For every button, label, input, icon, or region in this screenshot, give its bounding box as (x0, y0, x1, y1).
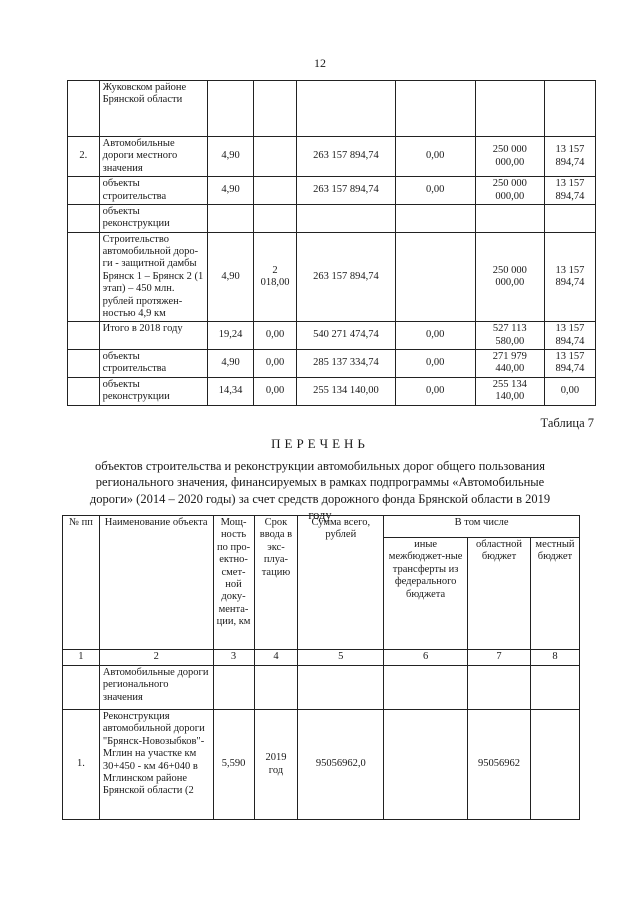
column-number: 7 (468, 650, 531, 666)
cell-federal (395, 232, 475, 322)
continued-table (67, 80, 596, 406)
table-row (63, 710, 580, 820)
cell-total (297, 204, 396, 232)
column-number: 4 (254, 650, 298, 666)
section-row (63, 666, 580, 710)
cell-federal: 0,00 (395, 377, 475, 405)
table-row (68, 377, 596, 405)
cell-term (254, 177, 297, 205)
cell-local: 13 157 894,74 (544, 350, 595, 378)
cell-term (254, 81, 297, 137)
document-subtitle: объектов строительства и реконструкции автомобильных дорог общего пользования регионального значения, финансируемых в рамках подпрограммы «Автомобильные дороги» (2014 – 2020 годы) за счет средств дорожного фонда Брянской области в 2019 году (89, 459, 551, 522)
column-number: 8 (530, 650, 579, 666)
cell-federal: 0,00 (395, 350, 475, 378)
cell-total: 263 157 894,74 (297, 137, 396, 177)
cell-name: Строительство автомобильной доро-ги - защитной дамбы Брянск 1 – Брянск 2 (1 этап) – 450 млн. рублей протяжен-ностью 4,9 км (99, 232, 207, 322)
cell-name: Автомобильные дороги местного значения (99, 137, 207, 177)
cell-capacity (208, 204, 254, 232)
cell-total: 255 134 140,00 (297, 377, 396, 405)
cell-capacity: 4,90 (208, 232, 254, 322)
cell-name: Реконструкция автомобильной дороги "Брянск-Новозыбков"-Мглин на участке км 30+450 - км 46+040 в Мглинском районе Брянской области (2 (99, 710, 213, 820)
cell-num: 2. (68, 137, 100, 177)
cell-local: 13 157 894,74 (544, 322, 595, 350)
cell-term (254, 137, 297, 177)
cell-capacity: 4,90 (208, 137, 254, 177)
cell-term: 0,00 (254, 350, 297, 378)
section-label: Автомобильные дороги регионального значения (99, 666, 213, 710)
cell-local (544, 204, 595, 232)
cell-total (297, 81, 396, 137)
header-name: Наименование объекта (99, 516, 213, 650)
cell-local: 0,00 (544, 377, 595, 405)
cell-term: 0,00 (254, 377, 297, 405)
page-number: 12 (314, 56, 326, 70)
document-title: ПЕРЕЧЕНЬ (271, 436, 369, 451)
table-row (68, 137, 596, 177)
cell-name: Жуковском районе Брянской области (99, 81, 207, 137)
cell-total: 95056962,0 (298, 710, 384, 820)
header-local: местный бюджет (530, 538, 579, 650)
cell-num (68, 377, 100, 405)
cell-federal (395, 204, 475, 232)
cell-capacity: 4,90 (208, 350, 254, 378)
cell-federal: 0,00 (395, 137, 475, 177)
header-including: В том числе (384, 516, 580, 538)
cell-total: 263 157 894,74 (297, 232, 396, 322)
cell-capacity: 5,590 (213, 710, 254, 820)
cell-regional: 255 134 140,00 (475, 377, 544, 405)
cell-local: 13 157 894,74 (544, 137, 595, 177)
cell-federal (395, 81, 475, 137)
table-caption: Таблица 7 (540, 416, 594, 430)
cell-capacity: 4,90 (208, 177, 254, 205)
cell-name: Итого в 2018 году (99, 322, 207, 350)
header-term: Срок ввода в экс-плуа-тацию (254, 516, 298, 650)
cell-regional: 271 979 440,00 (475, 350, 544, 378)
cell-capacity: 19,24 (208, 322, 254, 350)
cell-local: 13 157 894,74 (544, 232, 595, 322)
cell-num (68, 232, 100, 322)
cell-term: 2 018,00 (254, 232, 297, 322)
table-row (68, 232, 596, 322)
cell-num (68, 204, 100, 232)
cell-regional: 250 000 000,00 (475, 232, 544, 322)
table-row (68, 81, 596, 137)
table-row (68, 177, 596, 205)
header-num: № пп (63, 516, 100, 650)
column-number: 6 (384, 650, 468, 666)
cell-name: объекты реконструкции (99, 377, 207, 405)
cell-num: 1. (63, 710, 100, 820)
cell-local (544, 81, 595, 137)
cell-total: 540 271 474,74 (297, 322, 396, 350)
cell-regional: 527 113 580,00 (475, 322, 544, 350)
cell-name: объекты строительства (99, 350, 207, 378)
cell-local: 13 157 894,74 (544, 177, 595, 205)
column-number: 1 (63, 650, 100, 666)
cell-capacity (208, 81, 254, 137)
cell-federal: 0,00 (395, 322, 475, 350)
cell-federal (384, 710, 468, 820)
table-row (68, 204, 596, 232)
cell-name: объекты строительства (99, 177, 207, 205)
cell-federal: 0,00 (395, 177, 475, 205)
cell-term: 0,00 (254, 322, 297, 350)
cell-capacity: 14,34 (208, 377, 254, 405)
header-row (63, 516, 580, 538)
table-row (68, 350, 596, 378)
objects-table (62, 515, 580, 820)
cell-num (68, 322, 100, 350)
cell-num (68, 177, 100, 205)
cell-regional: 250 000 000,00 (475, 137, 544, 177)
column-number-row (63, 650, 580, 666)
cell-total: 263 157 894,74 (297, 177, 396, 205)
cell-num (68, 81, 100, 137)
cell-regional: 95056962 (468, 710, 531, 820)
cell-regional (475, 204, 544, 232)
column-number: 2 (99, 650, 213, 666)
table-row (68, 322, 596, 350)
cell-regional: 250 000 000,00 (475, 177, 544, 205)
cell-num (68, 350, 100, 378)
column-number: 3 (213, 650, 254, 666)
cell-term: 2019 год (254, 710, 298, 820)
cell-local (530, 710, 579, 820)
cell-total: 285 137 334,74 (297, 350, 396, 378)
cell-term (254, 204, 297, 232)
column-number: 5 (298, 650, 384, 666)
header-capacity: Мощ-ность по про-ектно-смет-ной доку-мента-ции, км (213, 516, 254, 650)
header-total: Сумма всего, рублей (298, 516, 384, 650)
header-federal: иные межбюджет-ные трансферты из федерального бюджета (384, 538, 468, 650)
header-regional: областной бюджет (468, 538, 531, 650)
cell-name: объекты реконструкции (99, 204, 207, 232)
cell-regional (475, 81, 544, 137)
